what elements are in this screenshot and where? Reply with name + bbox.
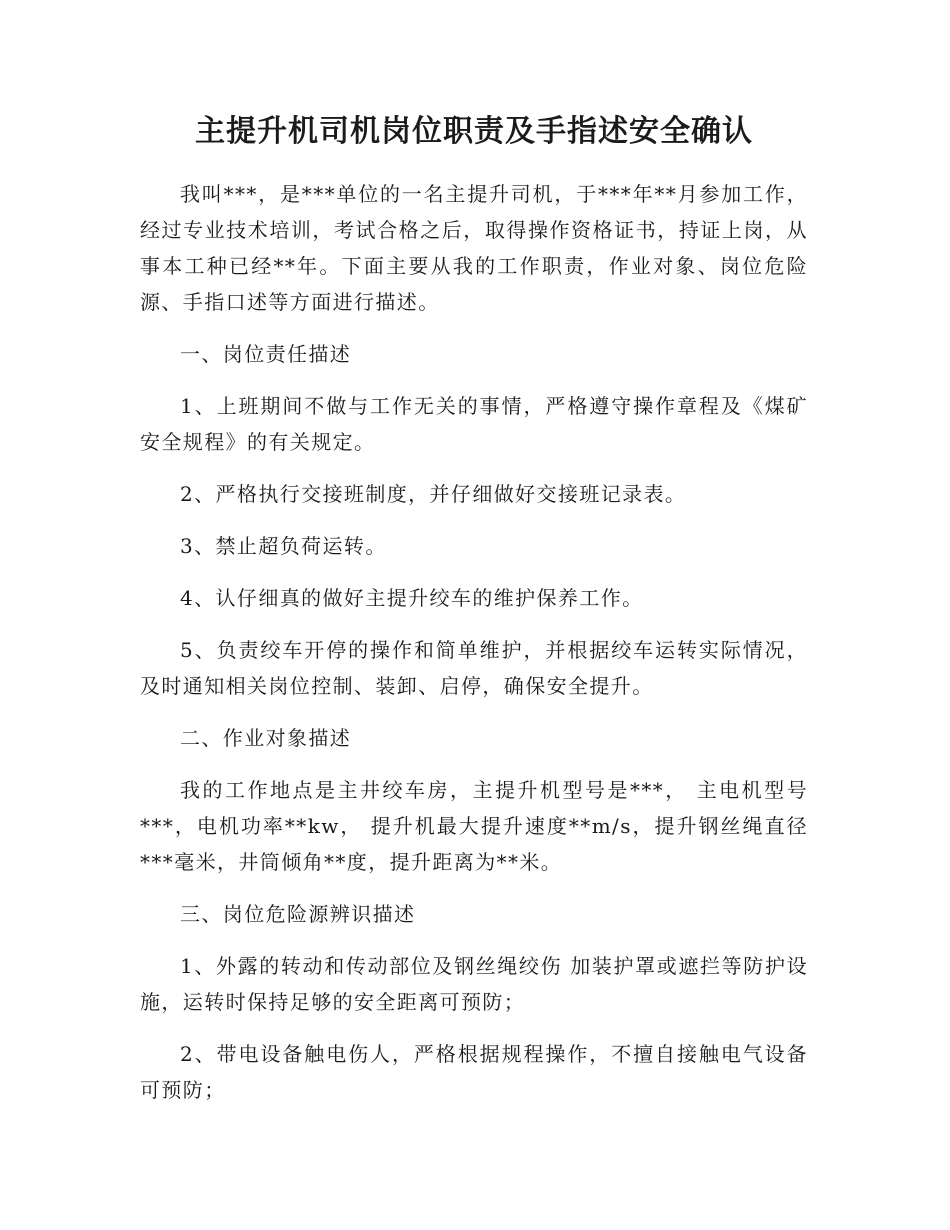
section-heading-work-object: 二、作业对象描述 [180,726,352,750]
paragraph-hazard-1: 1、外露的转动和传动部位及钢丝绳绞伤 加装护罩或遮拦等防护设施，运转时保持足够的安全距离可预防； [140,954,808,1014]
paragraph-hazard-2: 2、带电设备触电伤人，严格根据规程操作，不擅自接触电气设备可预防； [140,1042,808,1102]
paragraph-intro: 我叫***，是***单位的一名主提升司机，于***年**月参加工作，经过专业技术培训，考试合格之后，取得操作资格证书，持证上岗，从事本工种已经**年。下面主要从我的工作职责，作业对象、岗位危险源、手指口述等方面进行描述。 [140,182,808,314]
document-title: 主提升机司机岗位职责及手指述安全确认 [195,114,753,149]
paragraph-responsibility-3: 3、禁止超负荷运转。 [180,534,387,558]
paragraph-responsibility-4: 4、认仔细真的做好主提升绞车的维护保养工作。 [180,586,644,610]
section-heading-responsibility: 一、岗位责任描述 [180,342,352,366]
section-heading-hazard: 三、岗位危险源辨识描述 [180,902,416,926]
paragraph-responsibility-2: 2、严格执行交接班制度，并仔细做好交接班记录表。 [180,482,687,506]
paragraph-responsibility-1: 1、上班期间不做与工作无关的事情，严格遵守操作章程及《煤矿安全规程》的有关规定。 [140,394,808,454]
paragraph-responsibility-5: 5、负责绞车开停的操作和简单维护，并根据绞车运转实际情况，及时通知相关岗位控制、装卸、启停，确保安全提升。 [140,638,808,698]
document-page [140,108,808,1124]
paragraph-work-object: 我的工作地点是主井绞车房，主提升机型号是***， 主电机型号***，电机功率**kw， 提升机最大提升速度**m/s，提升钢丝绳直径***毫米，井筒倾角**度，提升距离为**米。 [140,778,808,874]
